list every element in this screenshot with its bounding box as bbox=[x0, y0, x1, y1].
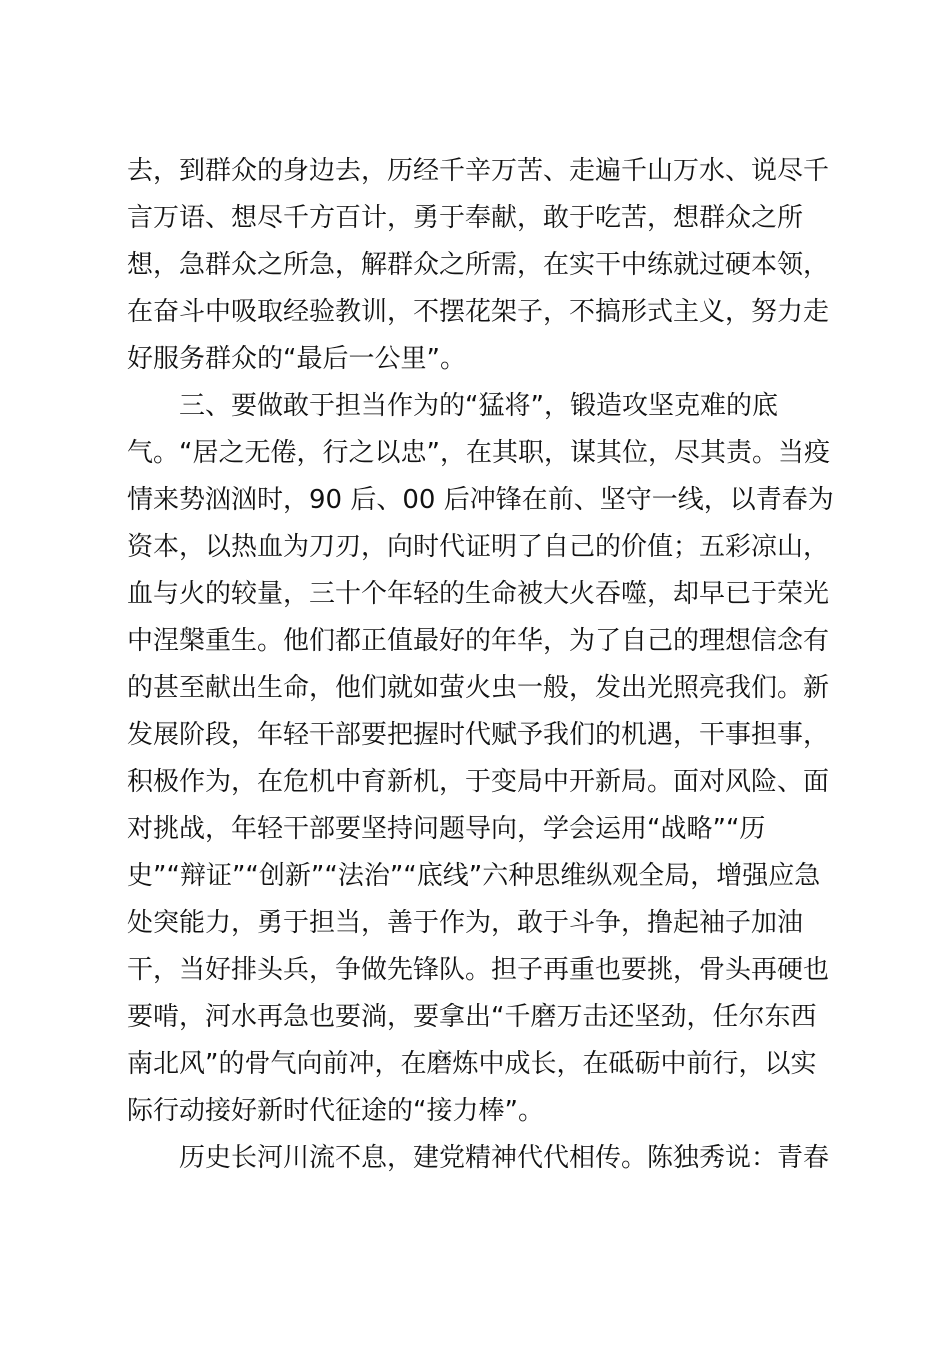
text-line: 三、要做敢于担当作为的“猛将”，锻造攻坚克难的底 bbox=[127, 391, 778, 421]
text-line: 想，急群众之所急，解群众之所需，在实干中练就过硬本领， bbox=[127, 250, 830, 280]
text-line: 历史长河川流不息，建党精神代代相传。陈独秀说：青春 bbox=[127, 1143, 830, 1173]
text-line: 言万语、想尽千方百计，勇于奉献，敢于吃苦，想群众之所 bbox=[127, 203, 804, 233]
paragraph-3 bbox=[127, 1135, 830, 1182]
text-line: 发展阶段，年轻干部要把握时代赋予我们的机遇，干事担事， bbox=[127, 720, 830, 750]
text-line: 血与火的较量，三十个年轻的生命被大火吞噬，却早已于荣光 bbox=[127, 579, 830, 609]
text-line: 干，当好排头兵，争做先锋队。担子再重也要挑，骨头再硬也 bbox=[127, 955, 830, 985]
text-line: 中涅槃重生。他们都正值最好的年华，为了自己的理想信念有 bbox=[127, 626, 830, 656]
text-line: 处突能力，勇于担当，善于作为，敢于斗争，撸起袖子加油 bbox=[127, 908, 804, 938]
text-line: 的甚至献出生命，他们就如萤火虫一般，发出光照亮我们。新 bbox=[127, 673, 830, 703]
text-line: 史”“辩证”“创新”“法治”“底线”六种思维纵观全局，增强应急 bbox=[127, 861, 821, 891]
text-line: 资本，以热血为刀刃，向时代证明了自己的价值；五彩凉山， bbox=[127, 532, 830, 562]
text-line: 积极作为，在危机中育新机，于变局中开新局。面对风险、面 bbox=[127, 767, 830, 797]
text-line: 在奋斗中吸取经验教训，不摆花架子，不搞形式主义，努力走 bbox=[127, 297, 830, 327]
text-line: 要啃，河水再急也要淌，要拿出“千磨万击还坚劲，任尔东西 bbox=[127, 1002, 817, 1032]
text-line: 南北风”的骨气向前冲，在磨炼中成长，在砥砺中前行，以实 bbox=[127, 1049, 817, 1079]
paragraph-1 bbox=[127, 148, 830, 383]
text-line: 好服务群众的“最后一公里”。 bbox=[127, 344, 466, 374]
text-line: 对挑战，年轻干部要坚持问题导向，学会运用“战略”“历 bbox=[127, 814, 766, 844]
text-line: 气。“居之无倦，行之以忠”，在其职，谋其位，尽其责。当疫 bbox=[127, 438, 830, 468]
text-line: 际行动接好新时代征途的“接力棒”。 bbox=[127, 1096, 544, 1126]
paragraph-2 bbox=[127, 383, 834, 1135]
body-text bbox=[127, 148, 834, 1182]
text-line: 去，到群众的身边去，历经千辛万苦、走遍千山万水、说尽千 bbox=[127, 156, 830, 186]
text-line: 情来势汹汹时，90 后、00 后冲锋在前、坚守一线，以青春为 bbox=[127, 485, 834, 515]
